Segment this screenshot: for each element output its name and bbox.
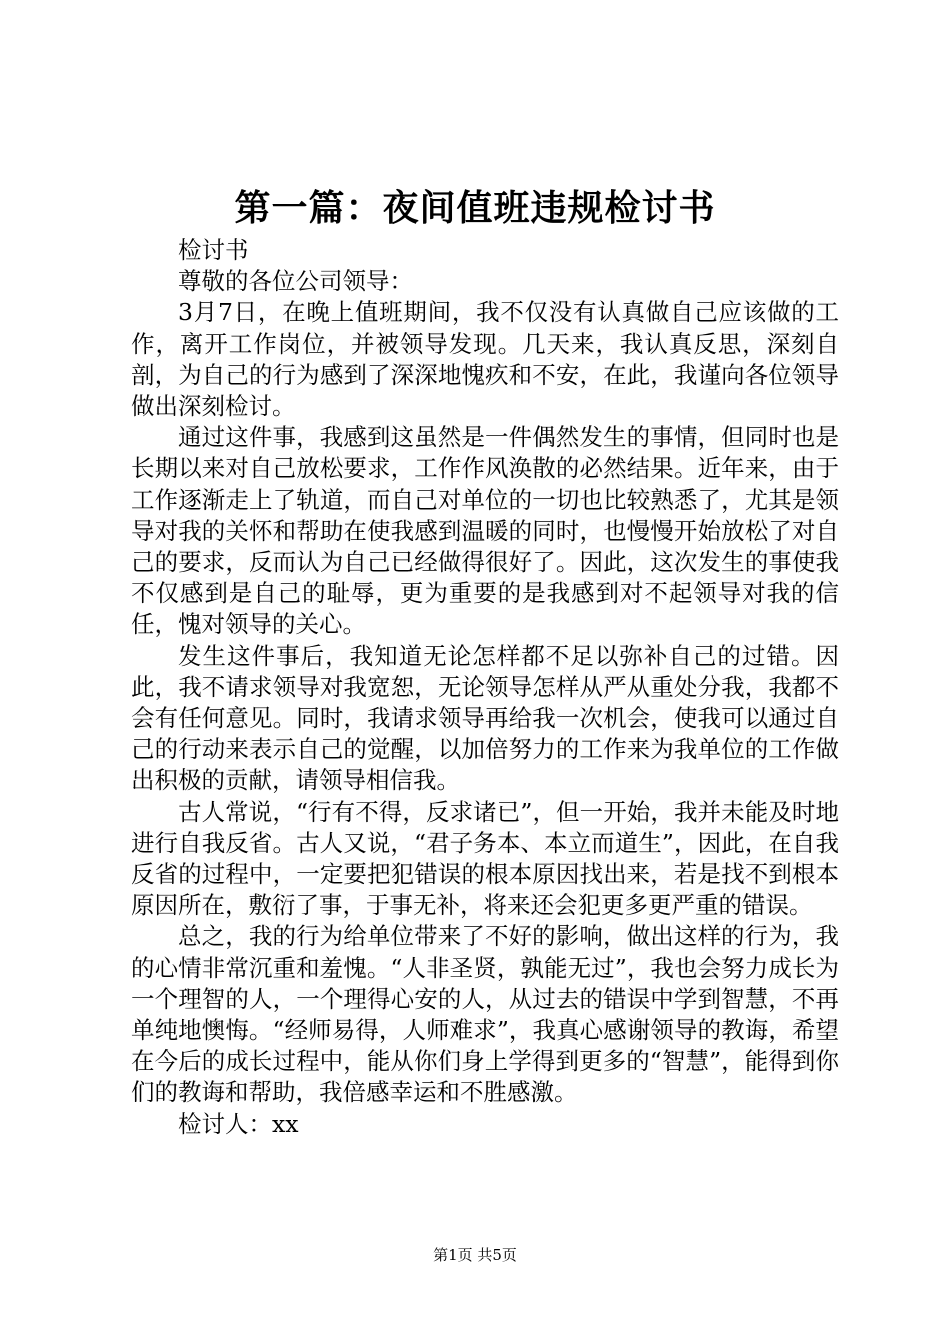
paragraph: 3月7日，在晚上值班期间，我不仅没有认真做自己应该做的工作，离开工作岗位，并被领导发现。几天来，我认真反思，深刻自剖，为自己的行为感到了深深地愧疚和不安，在此，我谨向各位领导做出深刻检讨。 <box>131 298 839 421</box>
paragraph: 通过这件事，我感到这虽然是一件偶然发生的事情，但同时也是长期以来对自己放松要求，工作作风涣散的必然结果。近年来，由于工作逐渐走上了轨道，而自己对单位的一切也比较熟悉了，尤其是领导对我的关怀和帮助在使我感到温暖的同时，也慢慢开始放松了对自己的要求，反而认为自己已经做得很好了。因此，这次发生的事使我不仅感到是自己的耻辱，更为重要的是我感到对不起领导对我的信任，愧对领导的关心。 <box>131 423 839 639</box>
document-body <box>131 235 839 1140</box>
paragraph: 发生这件事后，我知道无论怎样都不足以弥补自己的过错。因此，我不请求领导对我宽恕，无论领导怎样从严从重处分我，我都不会有任何意见。同时，我请求领导再给我一次机会，使我可以通过自己的行动来表示自己的觉醒，以加倍努力的工作来为我单位的工作做出积极的贡献，请领导相信我。 <box>131 641 839 795</box>
heading-label: 检讨书 <box>178 236 249 264</box>
signature-line: 检讨人：xx <box>178 1109 299 1138</box>
paragraph: 古人常说，“行有不得，反求诸已”，但一开始，我并未能及时地进行自我反省。古人又说，“君子务本、本立而道生”，因此，在自我反省的过程中，一定要把犯错误的根本原因找出来，若是找不到根本原因所在，敷衍了事，于事无补，将来还会犯更多更严重的错误。 <box>131 797 839 920</box>
salutation: 尊敬的各位公司领导： <box>178 267 413 296</box>
paragraph: 总之，我的行为给单位带来了不好的影响，做出这样的行为，我的心情非常沉重和羞愧。“人非圣贤，孰能无过”，我也会努力成长为一个理智的人，一个理得心安的人，从过去的错误中学到智慧，不再单纯地懊悔。“经师易得，人师难求”，我真心感谢领导的教诲，希望在今后的成长过程中，能从你们身上学得到更多的“智慧”，能得到你们的教诲和帮助，我倍感幸运和不胜感激。 <box>131 922 839 1107</box>
page-number: 第1页 共5页 <box>433 1246 517 1264</box>
document-title: 第一篇：夜间值班违规检讨书 <box>234 187 716 229</box>
